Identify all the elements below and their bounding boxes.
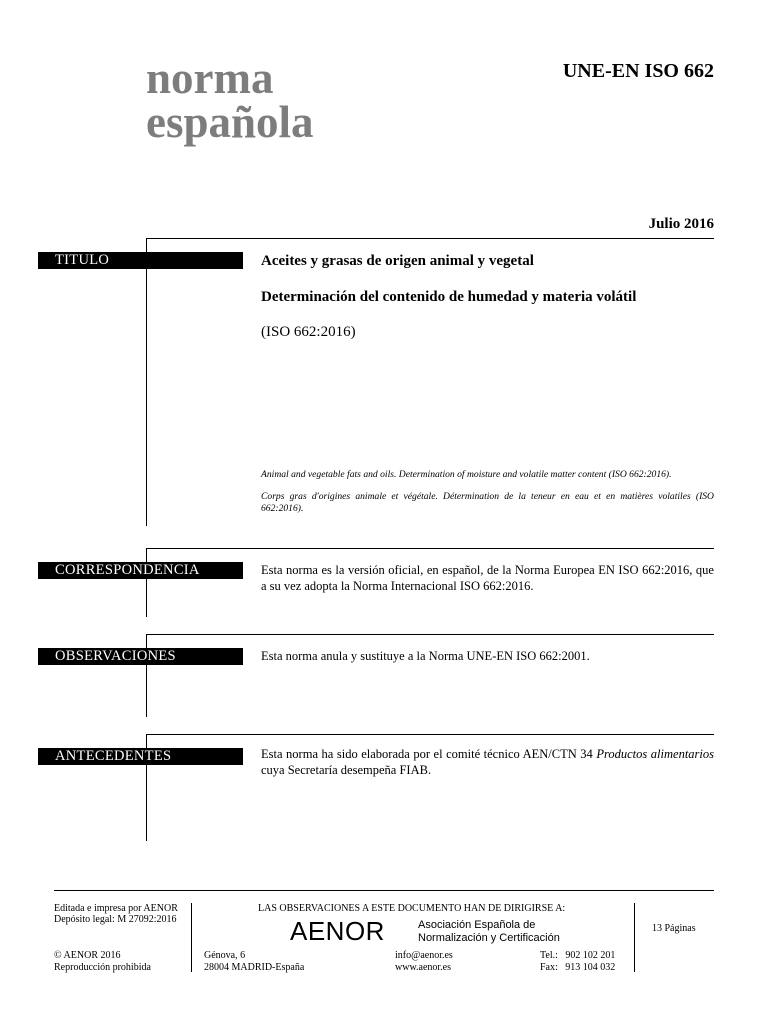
section-rule-observaciones [146, 634, 714, 635]
section-vrule-titulo [146, 238, 147, 526]
section-label-titulo: TITULO [38, 252, 243, 269]
brand-wordmark [146, 53, 314, 147]
section-rule-antecedentes [146, 734, 714, 735]
standard-code: UNE-EN ISO 662 [562, 60, 714, 82]
footer-rule [54, 890, 714, 891]
section-vrule-observaciones [146, 634, 147, 717]
title-es-sub: Determinación del contenido de humedad y materia volátil [261, 289, 637, 305]
footer-website[interactable]: www.aenor.es [395, 962, 452, 973]
footer-edited-by: Editada e impresa por AENOR [54, 903, 178, 914]
publication-date: Julio 2016 [648, 216, 714, 232]
footer-divider-right [634, 903, 635, 972]
section-label-observaciones: OBSERVACIONES [38, 648, 243, 665]
title-french: Corps gras d'origines animale et végétale. Détermination de la teneur en eau et en matières volatiles (ISO 662:2016). [261, 491, 714, 514]
section-label-antecedentes: ANTECEDENTES [38, 748, 243, 765]
aenor-name-line-1: Asociación Española de [418, 919, 536, 931]
brand-line-1: norma [146, 53, 274, 103]
title-english: Animal and vegetable fats and oils. Determination of moisture and volatile matter content (ISO 662:2016). [261, 469, 672, 480]
antecedentes-text-start: Esta norma ha sido elaborada por el comité técnico AEN/CTN 34 [261, 747, 597, 761]
footer-copyright: © AENOR 2016 [54, 950, 121, 961]
observaciones-text: Esta norma anula y sustituye a la Norma UNE-EN ISO 662:2001. [261, 649, 590, 663]
section-rule-titulo [146, 238, 714, 239]
correspondencia-text: Esta norma es la versión oficial, en español, de la Norma Europea EN ISO 662:2016, que a su vez adopta la Norma Internacional ISO 662:2016. [261, 563, 714, 593]
page-count: 13 Páginas [652, 923, 696, 934]
section-label-correspondencia: CORRESPONDENCIA [38, 562, 243, 579]
footer-observations-header: LAS OBSERVACIONES A ESTE DOCUMENTO HAN DE DIRIGIRSE A: [258, 903, 566, 914]
aenor-logo: AENOR [290, 916, 385, 946]
iso-reference: (ISO 662:2016) [261, 324, 356, 340]
footer-telephone: Tel.: 902 102 201 [540, 950, 616, 961]
antecedentes-text [261, 746, 714, 778]
footer-address-street: Génova, 6 [204, 950, 246, 961]
section-rule-correspondencia [146, 548, 714, 549]
footer-reproduction: Reproducción prohibida [54, 962, 151, 973]
committee-name: Productos alimentarios [596, 747, 714, 761]
footer-legal-deposit: Depósito legal: M 27092:2016 [54, 914, 177, 925]
footer-fax: Fax: 913 104 032 [540, 962, 616, 973]
footer-divider-left [191, 903, 192, 972]
footer-address-city: 28004 MADRID-España [204, 962, 305, 973]
title-es-main: Aceites y grasas de origen animal y vegetal [261, 253, 534, 269]
aenor-name-line-2: Normalización y Certificación [418, 932, 560, 944]
antecedentes-text-end: cuya Secretaría desempeña FIAB. [261, 763, 432, 777]
brand-line-2: española [146, 97, 314, 147]
footer-email[interactable]: info@aenor.es [395, 950, 453, 961]
section-vrule-correspondencia [146, 548, 147, 617]
